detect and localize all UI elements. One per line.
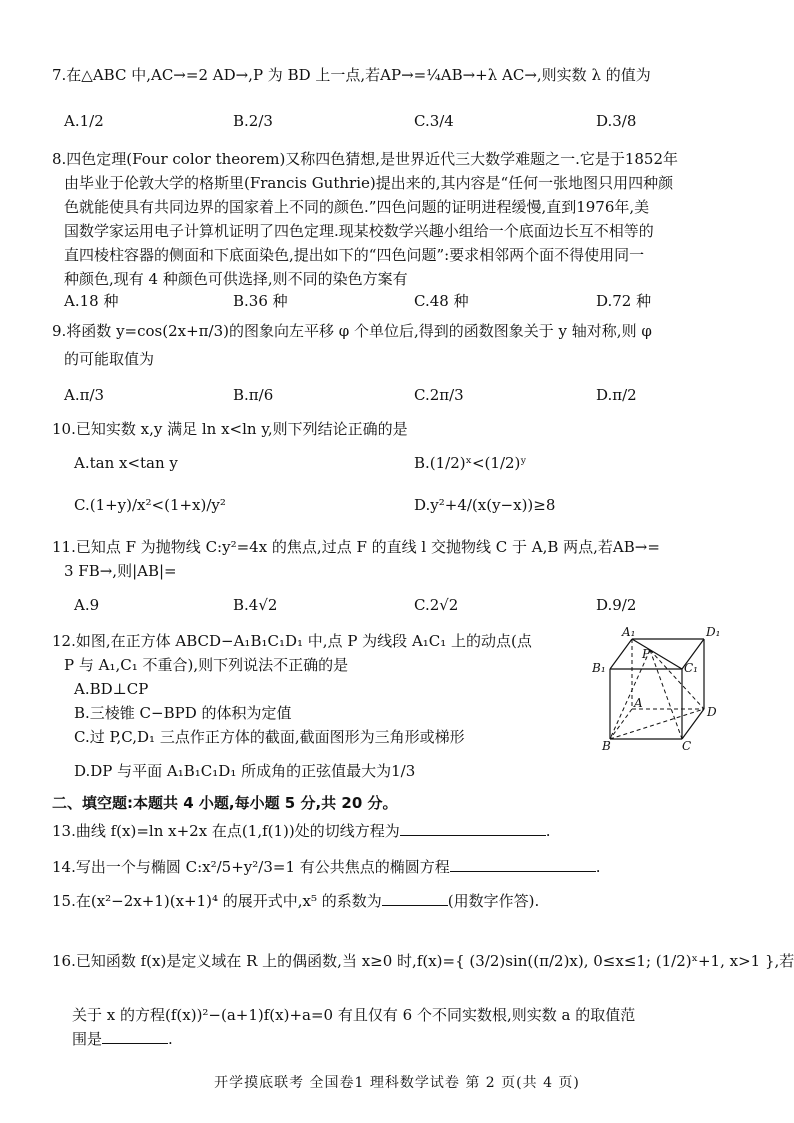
question-line-q8c: 色就能使具有共同边界的国家着上不同的颜色.”四色问题的证明进程缓慢,直到1976年,美 (64, 198, 650, 216)
option-q7B: B.2/3 (233, 112, 273, 130)
fill-question-q16b (72, 1004, 635, 1026)
answer-blank[interactable] (102, 1029, 168, 1044)
section-heading: 二、填空题:本题共 4 小题,每小题 5 分,共 20 分。 (52, 794, 398, 812)
label-A1: A₁ (622, 625, 636, 639)
question-line-q9a: 9.将函数 y=cos(2x+π/3)的图象向左平移 φ 个单位后,得到的函数图象关于 y 轴对称,则 φ (52, 322, 652, 340)
question-line-q8a: 8.四色定理(Four color theorem)又称四色猜想,是世界近代三大数学难题之一.它是于1852年 (52, 150, 679, 168)
fill-text: 14.写出一个与椭圆 C:x²/5+y²/3=1 有公共焦点的椭圆方程 (52, 858, 450, 876)
option-q8B: B.36 种 (233, 292, 288, 310)
option-q10A: A.tan x<tan y (74, 454, 178, 472)
option-q11B: B.4√2 (233, 596, 278, 614)
fill-text: 关于 x 的方程(f(x))²−(a+1)f(x)+a=0 有且仅有 6 个不同实数根,则实数 a 的取值范 (72, 1006, 636, 1024)
answer-blank[interactable] (400, 821, 546, 836)
fill-question-q13 (52, 820, 551, 842)
fill-end: . (595, 858, 601, 876)
label-B1: B₁ (592, 661, 606, 675)
option-q11A: A.9 (74, 596, 100, 614)
question-line-q8b: 由毕业于伦敦大学的格斯里(Francis Guthrie)提出来的,其内容是“任何一张地图只用四种颜 (64, 174, 674, 192)
cube-figure (592, 624, 742, 754)
fill-end: . (168, 1030, 173, 1048)
fill-text: 16.已知函数 f(x)是定义域在 R 上的偶函数,当 x≥0 时,f(x)={ (3/2)sin((π/2)x), 0≤x≤1; (1/2)ˣ+1, x>1 },若 (52, 952, 794, 970)
fill-text: 13.曲线 f(x)=ln x+2x 在点(1,f(1))处的切线方程为 (52, 822, 400, 840)
option-q9C: C.2π/3 (414, 386, 464, 404)
question-line-q10: 10.已知实数 x,y 满足 ln x<ln y,则下列结论正确的是 (52, 420, 408, 438)
option-q10B: B.(1/2)ˣ<(1/2)ʸ (414, 454, 527, 472)
fill-question-q16c (72, 1028, 173, 1050)
option-q7D: D.3/8 (596, 112, 637, 130)
option-q12B: B.三棱锥 C−BPD 的体积为定值 (74, 704, 292, 722)
question-line-q12a: 12.如图,在正方体 ABCD−A₁B₁C₁D₁ 中,点 P 为线段 A₁C₁ 上的动点(点 (52, 632, 532, 650)
answer-blank[interactable] (450, 857, 596, 872)
question-line-q12b: P 与 A₁,C₁ 不重合),则下列说法不正确的是 (64, 656, 349, 674)
option-q8A: A.18 种 (64, 292, 119, 310)
label-C1: C₁ (684, 661, 698, 675)
option-q9B: B.π/6 (233, 386, 274, 404)
fill-question-q15 (52, 890, 539, 912)
question-line-q8f: 种颜色,现有 4 种颜色可供选择,则不同的染色方案有 (64, 270, 408, 288)
option-q10C: C.(1+y)/x²<(1+x)/y² (74, 496, 226, 514)
label-D: D (707, 705, 717, 719)
page-footer: 开学摸底联考 全国卷1 理科数学试卷 第 2 页(共 4 页) (214, 1075, 580, 1091)
option-q12A: A.BD⊥CP (74, 680, 149, 698)
label-P: P (642, 647, 651, 661)
option-q10D: D.y²+4/(x(y−x))≥8 (414, 496, 556, 514)
option-q8D: D.72 种 (596, 292, 652, 310)
fill-text: 15.在(x²−2x+1)(x+1)⁴ 的展开式中,x⁵ 的系数为 (52, 892, 382, 910)
question-line-q11a: 11.已知点 F 为抛物线 C:y²=4x 的焦点,过点 F 的直线 l 交抛物线 C 于 A,B 两点,若AB→= (52, 538, 660, 556)
question-line-q8e: 直四棱柱容器的侧面和下底面染色,提出如下的“四色问题”:要求相邻两个面不得使用同一 (64, 246, 645, 264)
option-q12C: C.过 P,C,D₁ 三点作正方体的截面,截面图形为三角形或梯形 (74, 728, 465, 746)
fill-question-q16a (52, 950, 794, 972)
option-q9A: A.π/3 (64, 386, 105, 404)
option-q12D: D.DP 与平面 A₁B₁C₁D₁ 所成角的正弦值最大为1/3 (74, 762, 416, 780)
option-q11C: C.2√2 (414, 596, 459, 614)
fill-end: (用数字作答). (447, 892, 540, 910)
fill-question-q14 (52, 856, 601, 878)
label-D1: D₁ (706, 625, 721, 639)
option-q9D: D.π/2 (596, 386, 637, 404)
option-q8C: C.48 种 (414, 292, 469, 310)
label-C: C (682, 739, 692, 753)
question-line-q11b: 3 FB→,则|AB|= (64, 562, 177, 580)
fill-end: . (545, 822, 551, 840)
option-q7C: C.3/4 (414, 112, 454, 130)
label-B: B (602, 739, 611, 753)
fill-text: 围是 (72, 1030, 103, 1048)
question-line-q8d: 国数学家运用电子计算机证明了四色定理.现某校数学兴趣小组给一个底面边长互不相等的 (64, 222, 654, 240)
label-A: A (634, 696, 643, 710)
question-line-q9b: 的可能取值为 (64, 350, 155, 368)
option-q7A: A.1/2 (64, 112, 104, 130)
question-line-q7: 7.在△ABC 中,AC→=2 AD→,P 为 BD 上一点,若AP→=¼AB→+λ AC→,则实数 λ 的值为 (52, 66, 651, 84)
option-q11D: D.9/2 (596, 596, 637, 614)
answer-blank[interactable] (382, 891, 448, 906)
